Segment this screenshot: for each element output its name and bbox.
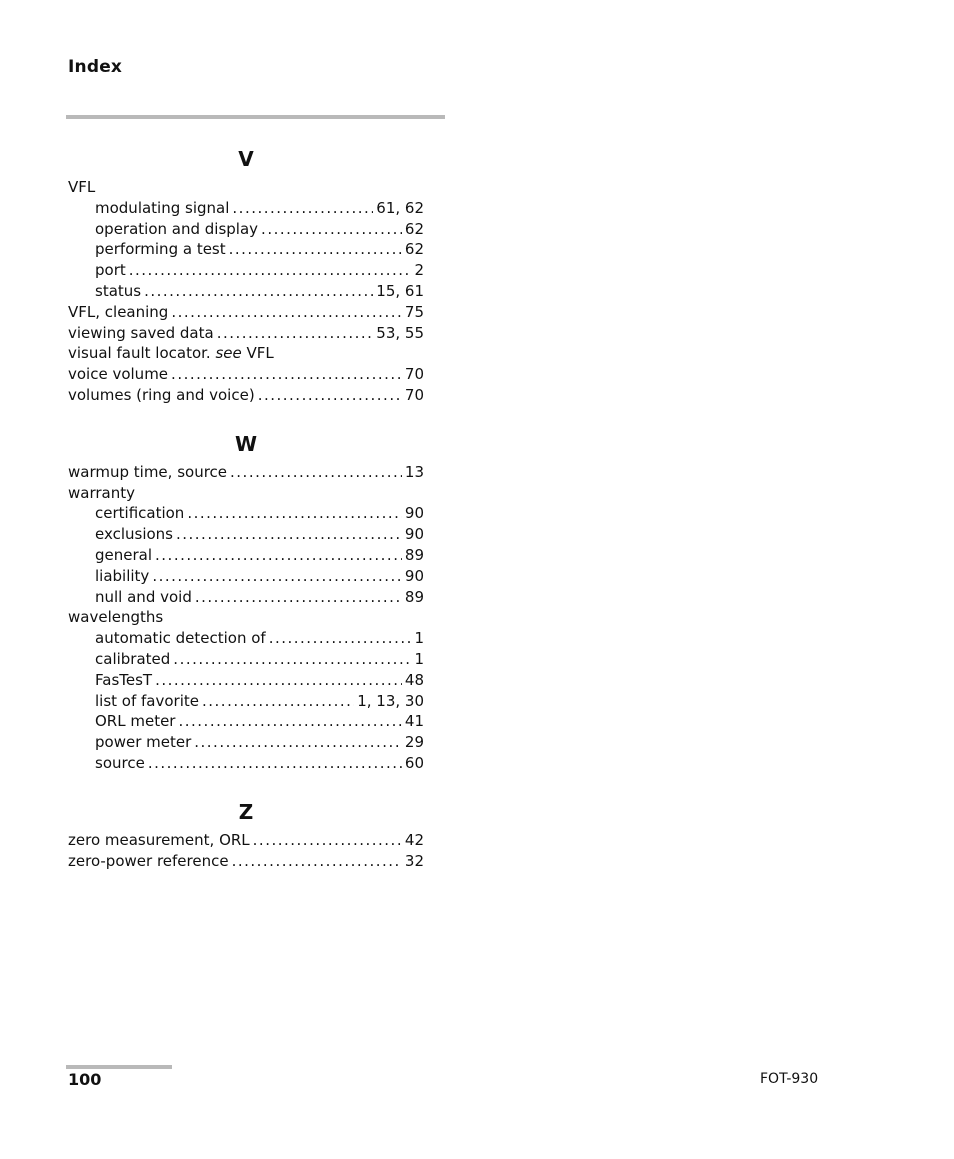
index-section-z	[68, 798, 424, 872]
entry-pages: 13	[404, 462, 424, 481]
section-letter: W	[234, 431, 258, 456]
entry-pages: 1	[414, 649, 424, 668]
leader-dots	[194, 732, 402, 753]
entry-term: list of favorite	[95, 691, 199, 710]
entry-pages: 70	[404, 385, 424, 404]
entry-term: VFL, cleaning	[68, 302, 169, 321]
entry-pages: 2	[414, 261, 424, 280]
entry-pages: 41	[404, 712, 424, 731]
index-subentry	[68, 566, 424, 587]
index-subentry	[68, 753, 424, 774]
section-letter: V	[238, 147, 254, 171]
leader-dots	[187, 503, 402, 524]
entry-pages: 60	[404, 753, 424, 772]
entry-pages: 32	[404, 851, 424, 870]
entry-pages: 29	[404, 733, 424, 752]
index-subentry	[68, 219, 424, 240]
entry-term: liability	[95, 566, 150, 585]
leader-dots	[232, 851, 402, 872]
entry-term: viewing saved data	[68, 323, 214, 342]
entry-term: null and void	[95, 587, 192, 606]
entry-term: status	[95, 281, 142, 300]
entry-term: certification	[95, 504, 185, 523]
leader-dots	[232, 198, 373, 219]
leader-dots	[171, 302, 402, 323]
index-subentry	[68, 711, 424, 732]
page-header-title: Index	[68, 57, 123, 77]
index-subentry	[68, 670, 424, 691]
entry-term: zero-power reference	[68, 851, 229, 870]
leader-dots	[129, 260, 412, 281]
entry-term: operation and display	[95, 219, 259, 238]
index-subentry	[68, 260, 424, 281]
entry-term: zero measurement, ORL	[68, 830, 250, 849]
index-subentry	[68, 628, 424, 649]
entry-pages: 90	[404, 525, 424, 544]
entry-term: wavelengths	[68, 608, 164, 627]
entry-pages: 70	[404, 365, 424, 384]
entry-pages: 1	[414, 629, 424, 648]
index-subentry	[68, 545, 424, 566]
leader-dots	[269, 628, 412, 649]
index-subentry	[68, 691, 424, 712]
section-letter: Z	[238, 799, 254, 824]
entry-pages: 48	[404, 670, 424, 689]
index-subentry	[68, 198, 424, 219]
product-name: FOT-930	[760, 1071, 819, 1087]
entry-pages: 89	[404, 545, 424, 564]
index-subentry	[68, 524, 424, 545]
entry-term: volumes (ring and voice)	[68, 385, 255, 404]
entry-term: modulating signal	[95, 198, 230, 217]
index-subentry	[68, 649, 424, 670]
index-entry	[68, 462, 424, 483]
entry-term: warmup time, source	[68, 462, 228, 481]
leader-dots	[258, 385, 402, 406]
entry-pages: 90	[404, 566, 424, 585]
leader-dots	[176, 524, 402, 545]
leader-dots	[152, 566, 402, 587]
index-entry	[68, 177, 424, 198]
entry-term: VFL	[68, 178, 96, 196]
leader-dots	[178, 711, 401, 732]
entry-term: performing a test	[95, 240, 226, 259]
entry-pages: 89	[404, 587, 424, 606]
see-target: VFL	[246, 344, 274, 363]
index-entry	[68, 830, 424, 851]
leader-dots	[202, 691, 354, 712]
entry-term: general	[95, 545, 153, 564]
index-subentry	[68, 239, 424, 260]
index-entry	[68, 364, 424, 385]
leader-dots	[148, 753, 402, 774]
entry-term: exclusions	[95, 525, 173, 544]
entry-term: FasTesT	[95, 670, 153, 689]
entry-pages: 42	[404, 830, 424, 849]
leader-dots	[253, 830, 402, 851]
entry-pages: 75	[404, 302, 424, 321]
leader-dots	[173, 649, 411, 670]
header-rule	[66, 115, 445, 119]
footer-rule	[66, 1065, 172, 1069]
entry-term: calibrated	[95, 649, 171, 668]
index-entry	[68, 343, 424, 364]
leader-dots	[171, 364, 402, 385]
entry-term: source	[95, 753, 145, 772]
entry-pages: 1, 13, 30	[357, 691, 424, 710]
index-entry	[68, 302, 424, 323]
index-entry	[68, 323, 424, 344]
entry-term: voice volume	[68, 365, 169, 384]
entry-pages: 61, 62	[376, 198, 424, 217]
index-section-v	[68, 145, 424, 406]
index-subentry	[68, 503, 424, 524]
leader-dots	[144, 281, 373, 302]
index-entry	[68, 607, 424, 628]
leader-dots	[230, 462, 402, 483]
leader-dots	[155, 670, 402, 691]
entry-pages: 90	[404, 504, 424, 523]
entry-term-text: visual fault locator.	[68, 344, 211, 363]
index-section-w	[68, 430, 424, 774]
entry-pages: 53, 55	[376, 323, 424, 342]
entry-pages: 15, 61	[376, 281, 424, 300]
entry-term	[68, 343, 274, 364]
entry-term: automatic detection of	[95, 629, 266, 648]
page-number: 100	[68, 1070, 102, 1089]
index-subentry	[68, 732, 424, 753]
entry-term: warranty	[68, 483, 135, 502]
leader-dots	[195, 587, 402, 608]
index-entry	[68, 483, 424, 504]
leader-dots	[217, 323, 374, 344]
entry-pages: 62	[404, 219, 424, 238]
see-reference: see	[215, 344, 242, 363]
leader-dots	[229, 239, 402, 260]
index-entry	[68, 851, 424, 872]
entry-term: power meter	[95, 733, 192, 752]
index-entry	[68, 385, 424, 406]
entry-term: port	[95, 261, 126, 280]
leader-dots	[261, 219, 402, 240]
index-subentry	[68, 587, 424, 608]
leader-dots	[155, 545, 402, 566]
entry-term: ORL meter	[95, 712, 176, 731]
entry-pages: 62	[404, 240, 424, 259]
index-subentry	[68, 281, 424, 302]
index-column	[68, 145, 424, 895]
